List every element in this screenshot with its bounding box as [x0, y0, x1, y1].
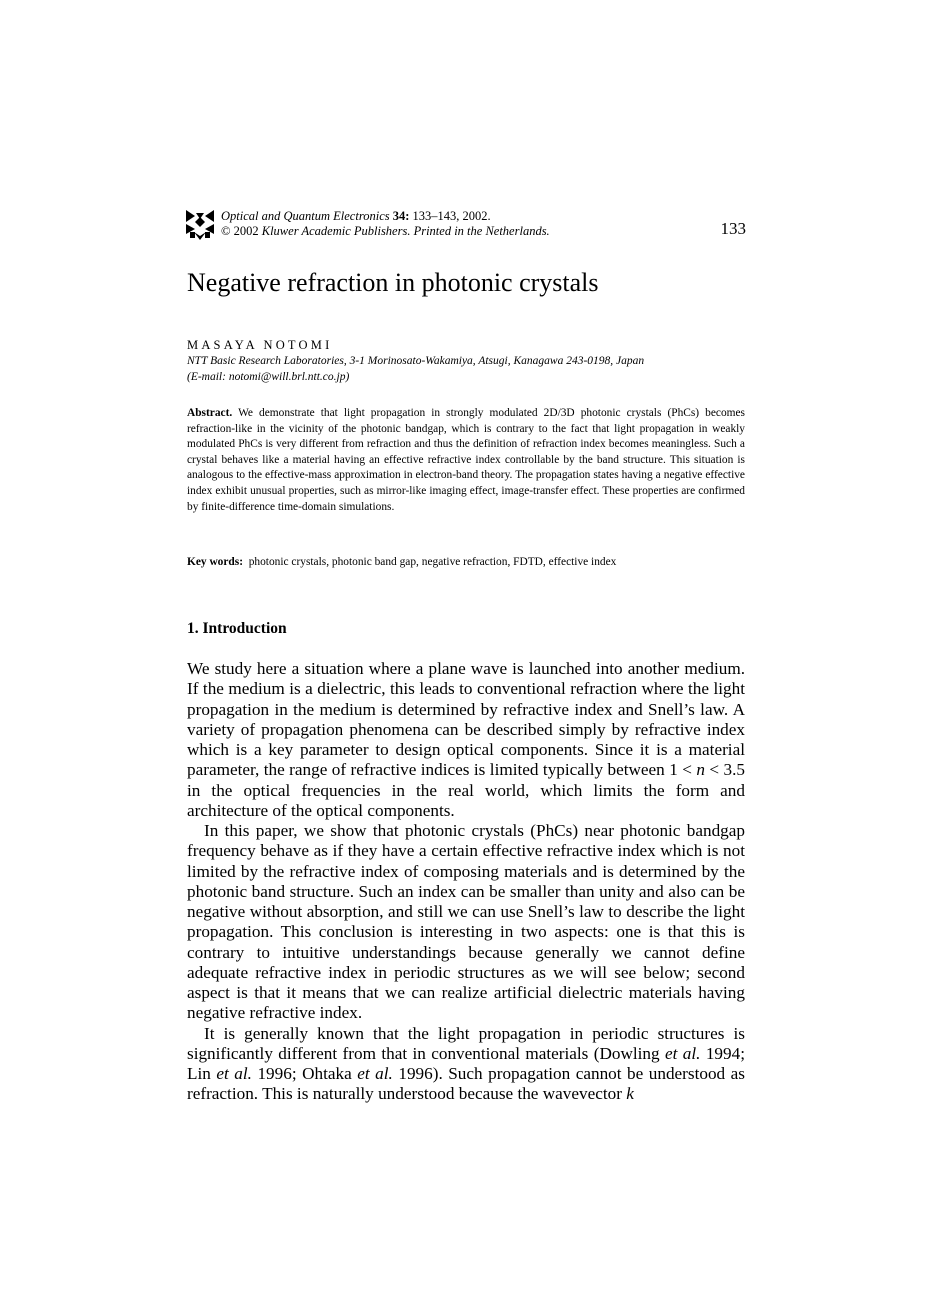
journal-name: Optical and Quantum Electronics	[221, 209, 390, 223]
page-number: 133	[720, 219, 746, 238]
author-email: (E-mail: notomi@will.brl.ntt.co.jp)	[187, 371, 350, 383]
copyright-line	[221, 224, 550, 239]
paragraph-1-text-a: We study here a situation where a plane wave is launched into another medium. If the medium is a dielectric, this leads to conventional refraction where the light propagation in the medium is determined by refractive index and Snell’s law. A variety of propagation phenomena can be described simply by refractive index which is a key parameter to design optical components. Since it is a material parameter, the range of refractive indices is limited typically between 1 <	[187, 659, 745, 780]
abstract-text: We demonstrate that light propagation in strongly modulated 2D/3D photonic crystals (PhCs) becomes refraction-like in the vicinity of the photonic bandgap, which is contrary to the fact that light propagation in weakly modulated PhCs is very different from refraction and thus the definition of refraction index becomes meaningless. Such a crystal behaves like a material having an effective refractive index controllable by the band structure. This situation is analogous to the effective-mass approximation in electron-band theory. The propagation states having a negative effective index exhibit unusual properties, such as mirror-like imaging effect, image-transfer effect. These properties are confirmed by finite-difference time-domain simulations.	[187, 407, 745, 513]
keywords	[187, 556, 616, 568]
paragraph-1-var-n: n	[696, 760, 705, 780]
author-name: MASAYA NOTOMI	[187, 338, 333, 352]
kluwer-publisher-logo-icon	[186, 210, 214, 240]
paragraph-1	[187, 659, 745, 821]
copyright-year: © 2002	[221, 224, 259, 238]
author-affiliation: NTT Basic Research Laboratories, 3-1 Morinosato-Wakamiya, Atsugi, Kanagawa 243-0198, Japan	[187, 355, 645, 367]
body-text	[187, 659, 745, 1105]
keywords-label: Key words:	[187, 556, 243, 568]
paragraph-3-text-b: 1994; Lin	[187, 1043, 745, 1083]
paragraph-3-etal-2: et al.	[216, 1064, 252, 1083]
journal-volume: 34:	[392, 209, 410, 223]
paragraph-2: In this paper, we show that photonic crystals (PhCs) near photonic bandgap frequency behave as if they have a certain effective refractive index which is not limited by the refractive index of composing materials and is determined by the photonic band structure. Such an index can be smaller than unity and also can be negative without absorption, and still we can use Snell’s law to describe the light propagation. This conclusion is interesting in two aspects: one is that this is contrary to intuitive understandings because generally we cannot define adequate refractive index in periodic structures as we will see below; second aspect is that it means that we can realize artificial dielectric materials having negative refractive index.	[187, 821, 745, 1023]
paragraph-3	[187, 1024, 745, 1105]
publisher-line: Kluwer Academic Publishers. Printed in the Netherlands.	[261, 224, 550, 238]
paragraph-3-etal-3: et al.	[357, 1064, 393, 1083]
journal-pages-year: 133–143, 2002.	[409, 209, 491, 223]
paragraph-3-text-a: It is generally known that the light propagation in periodic structures is significantly different from that in conventional materials (Dowling	[187, 1023, 745, 1063]
paragraph-3-text-d: 1996). Such propagation cannot be understood as refraction. This is naturally understood because the wavevector	[187, 1064, 745, 1104]
paragraph-1-text-b: < 3.5 in the optical frequencies in the real world, which limits the form and architecture of the optical components.	[187, 760, 745, 820]
paragraph-3-text-c: 1996; Ohtaka	[251, 1064, 358, 1083]
abstract-label: Abstract.	[187, 407, 233, 419]
abstract	[187, 406, 745, 515]
paragraph-3-var-k: k	[626, 1084, 634, 1104]
section-heading: 1. Introduction	[187, 620, 287, 637]
article-title: Negative refraction in photonic crystals	[187, 268, 599, 297]
keywords-text: photonic crystals, photonic band gap, negative refraction, FDTD, effective index	[248, 556, 617, 568]
journal-citation	[221, 209, 491, 224]
journal-header	[186, 208, 746, 242]
paragraph-3-etal-1: et al.	[665, 1043, 701, 1063]
